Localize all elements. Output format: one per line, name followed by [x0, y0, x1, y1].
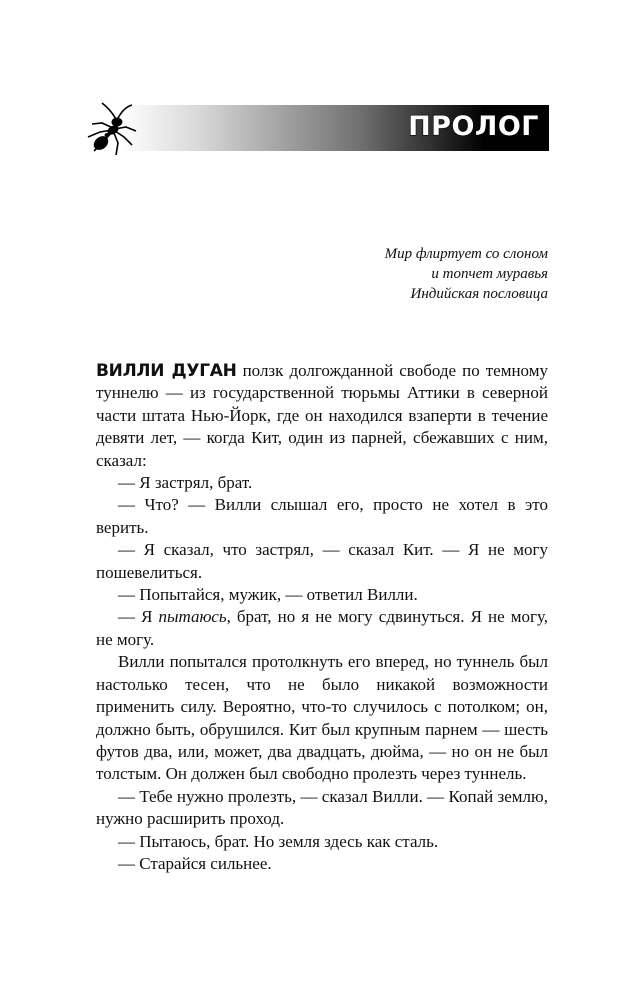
paragraph: [96, 606, 548, 651]
paragraph: — Я сказал, что застрял, — сказал Кит. — Я не могу пошевелиться.: [96, 540, 548, 582]
paragraph-text: , брат, но я не могу сдвинуться. Я не могу, не могу.: [96, 607, 549, 649]
paragraph: — Старайся сильнее.: [118, 853, 272, 873]
paragraph: [96, 360, 548, 472]
paragraph-text: — Я: [118, 607, 159, 627]
ant-icon: [80, 97, 144, 159]
chapter-header: [80, 97, 549, 159]
paragraph: Вилли попытался протолкнуть его вперед, но туннель был настолько тесен, что не было никакой возможности применить силу. Вероятно, что-то случилось с потолком; он, должно быть, обрушился. Кит был крупным парнем — шесть футов два, или, может, два двадцать, дюйма, — но он не был толстым. Он должен был свободно пролезть через туннель.: [96, 652, 548, 784]
body-text: [96, 360, 548, 875]
paragraph-text: ползк долгожданной свободе по темному туннелю — из государственной тюрьмы Аттики в северной части штата Нью-Йорк, где он находился взаперти в течение девяти лет, — когда Кит, один из парней, сбежавших с ним, сказал:: [96, 361, 548, 470]
epigraph: [288, 244, 548, 304]
chapter-title: ПРОЛОГ: [408, 111, 539, 142]
emphasis: пытаюсь: [158, 607, 227, 627]
epigraph-attribution: Индийская пословица: [410, 286, 548, 302]
epigraph-line: и топчет муравья: [431, 266, 548, 282]
paragraph: — Я застрял, брат.: [118, 473, 253, 493]
epigraph-line: Мир флиртует со слоном: [384, 246, 548, 262]
lead-name: ВИЛЛИ ДУГАН: [96, 361, 237, 381]
header-gradient-bar: [120, 105, 549, 151]
paragraph: — Что? — Вилли слышал его, просто не хотел в это верить.: [96, 495, 548, 537]
paragraph: — Пытаюсь, брат. Но земля здесь как сталь.: [118, 831, 439, 851]
paragraph: — Попытайся, мужик, — ответил Вилли.: [118, 585, 418, 605]
paragraph: — Тебе нужно пролезть, — сказал Вилли. — Копай землю, нужно расширить проход.: [96, 786, 548, 829]
